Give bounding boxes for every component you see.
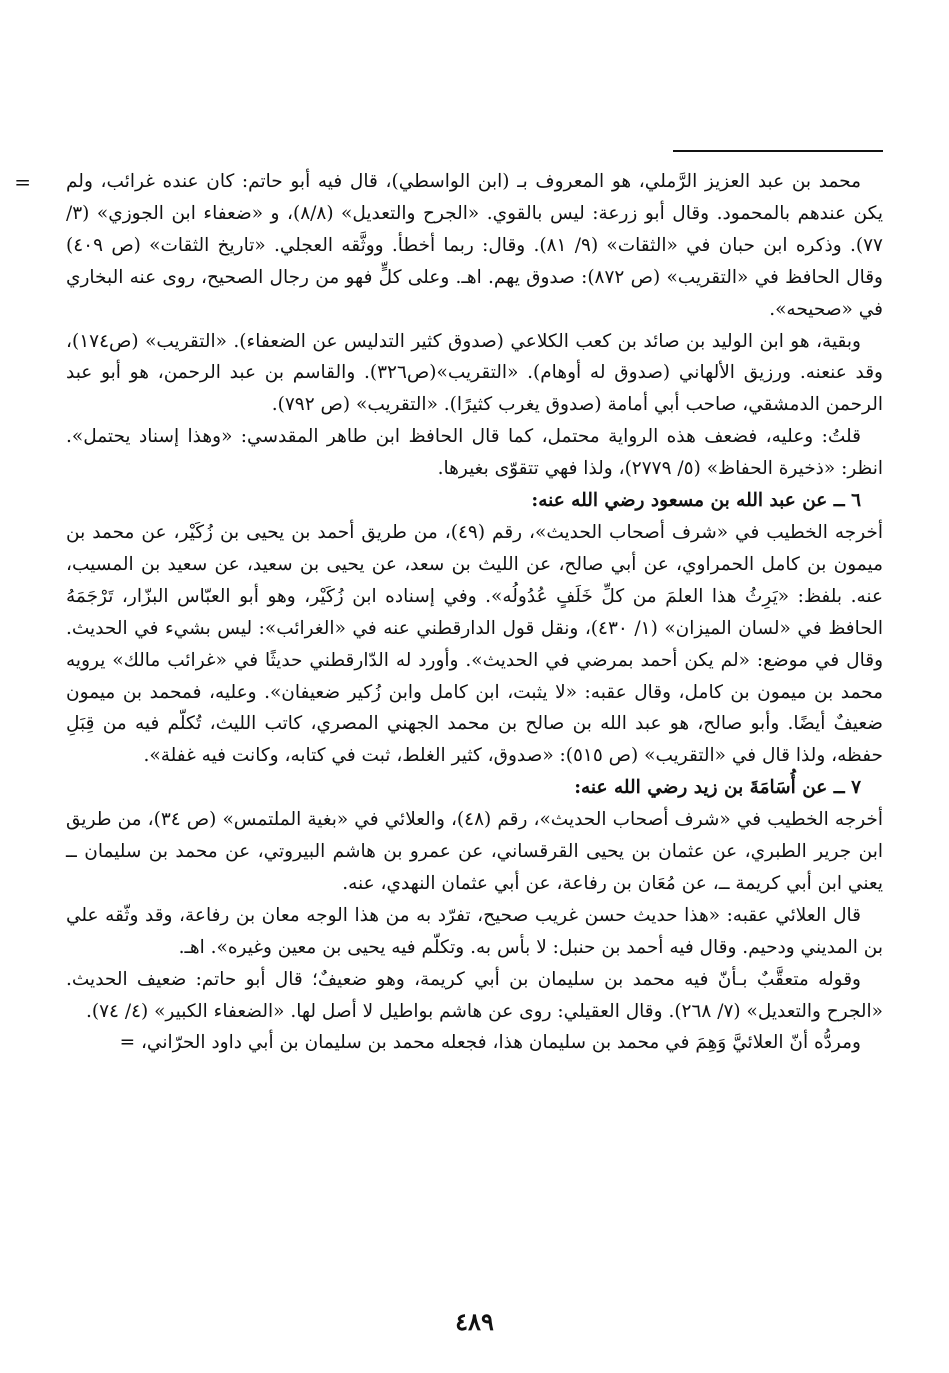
- paragraph-qultu: قلتُ: وعليه، فضعف هذه الرواية محتمل، كما قال الحافظ ابن طاهر المقدسي: «وهذا إسناد يحتمل». انظر: «ذخيرة الحفاظ» (٥/ ٢٧٧٩)، ولذا فهي تتقوّى بغيرها.: [66, 426, 883, 480]
- footnote-text-body: [66, 166, 883, 1059]
- paragraph-khatib-usama: أخرجه الخطيب في «شرف أصحاب الحديث»، رقم (٤٨)، والعلائي في «بغية الملتمس» (ص ٣٤)، من طريق ابن جرير الطبري، عن عثمان بن يحيى القرقساني، عن عمرو بن هاشم البيروتي، عن محمد بن سليمان ــ يعني ابن أبي كريمة ــ، عن مُعَان بن رفاعة، عن أبي عثمان النهدي، عنه.: [66, 809, 884, 894]
- paragraph-mardduh: ومردُّه أنّ العلائيَّ وَهِمَ في محمد بن سليمان هذا، فجعله محمد بن سليمان بن أبي داود الحرّاني، =: [119, 1032, 861, 1054]
- page-number: ٤٨٩: [455, 1307, 494, 1336]
- paragraph-alai-comment: قال العلائي عقبه: «هذا حديث حسن غريب صحيح، تفرّد به من هذا الوجه معان بن رفاعة، وقد وثّقه علي بن المديني ودحيم. وقال فيه أحمد بن حنبل: لا بأس به. وتكلّم فيه يحيى بن معين وغيره». اهـ.: [66, 904, 883, 958]
- paragraph-baqiyya: وبقية، هو ابن الوليد بن صائد بن كعب الكلاعي (صدوق كثير التدليس عن الضعفاء). «التقريب» (ص١٧٤)، وقد عنعنه. ورزيق الألهاني (صدوق له أوهام). «التقريب»(ص٣٢٦). والقاسم بن عبد الرحمن، هو أبو عبد الرحمن الدمشقي، صاحب أبي أمامة (صدوق يغرب كثيرًا). «التقريب» (ص ٧٩٢).: [66, 330, 883, 416]
- paragraph-khatib-ibn-masud: أخرجه الخطيب في «شرف أصحاب الحديث»، رقم (٤٩)، من طريق أحمد بن يحيى بن زُكَيْر، عن محمد بن ميمون بن كامل الحمراوي، عن أبي صالح، عن الليث بن سعد، عن يحيى بن سعيد، عن سعيد بن المسيب، عنه. بلفظ: «يَرِثُ هذا العلمَ من كلِّ خَلَفٍ عُدُولُه». وفي إسناده ابن زُكَيْر، وهو أبو العبّاس البزّار، تَرْجَمَهُ الحافظ في «لسان الميزان» (١/ ٤٣٠)، ونقل قول الدارقطني عنه في «الغرائب»: ليس بشيء في الحديث. وقال في موضع: «لم يكن أحمد بمرضي في الحديث». وأورد له الدّارقطني حديثًا في «غرائب مالك» يرويه محمد بن ميمون بن كامل، وقال عقبه: «لا يثبت، ابن كامل وابن زُكير ضعيفان». وعليه، فمحمد بن ميمون ضعيفٌ أيضًا. وأبو صالح، هو عبد الله بن صالح بن محمد الجهني المصري، كاتب الليث، تُكلّم فيه من قِبَلِ حفظه، ولذا قال في «التقريب» (ص ٥١٥): «صدوق، كثير الغلط، ثبت في كتابه، وكانت فيه غفلة».: [66, 521, 883, 767]
- continuation-mark-top: =: [14, 170, 31, 194]
- section-heading-usama: ٧ ــ عن أُسَامَةَ بن زيد رضي الله عنه:: [574, 777, 861, 799]
- paragraph-wasiti: محمد بن عبد العزيز الرَّملي، هو المعروف بـ (ابن الواسطي)، قال فيه أبو حاتم: كان عنده غرائب، ولم يكن عندهم بالمحمود. وقال أبو زرعة: ليس بالقوي. «الجرح والتعديل» (٨/٨)، و «ضعفاء ابن الجوزي» (٣/ ٧٧). وذكره ابن حبان في «الثقات» (٩/ ٨١). وقال: ربما أخطأ. ووثَّقه العجلي. «تاريخ الثقات» (ص ٤٠٩) وقال الحافظ في «التقريب» (ص ٨٧٢): صدوق يهم. اهـ. وعلى كلٍّ فهو من رجال الصحيح، روى عنه البخاري في «صحيحه».: [66, 171, 883, 320]
- footnote-separator-rule: [673, 150, 883, 152]
- section-heading-ibn-masud: ٦ ــ عن عبد الله بن مسعود رضي الله عنه:: [531, 490, 861, 512]
- paragraph-critique: وقوله متعقَّبٌ بـأنّ فيه محمد بن سليمان بن أبي كريمة، وهو ضعيفٌ؛ قال أبو حاتم: ضعيف الحديث. «الجرح والتعديل» (٧/ ٢٦٨). وقال العقيلي: روى عن هاشم بواطيل لا أصل لها. «الضعفاء الكبير» (٤/ ٧٤).: [66, 968, 883, 1022]
